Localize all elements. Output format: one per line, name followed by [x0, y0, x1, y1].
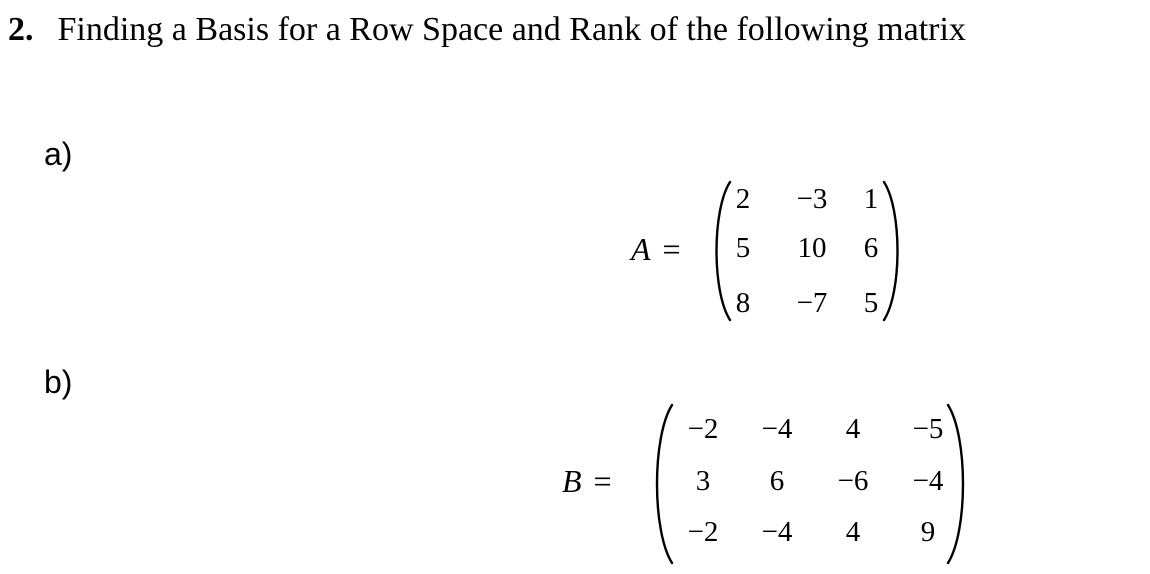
problem-title: Finding a Basis for a Row Space and Rank of the following matrix	[57, 11, 966, 48]
matrix-b-cell: −5	[912, 413, 944, 445]
matrix-a-cell: 6	[863, 232, 879, 264]
matrix-b-cell: 9	[920, 516, 936, 548]
matrix-a-cell: −7	[796, 287, 828, 319]
matrix-a-cell: 5	[863, 287, 879, 319]
matrix-b-equals-sign: =	[593, 463, 612, 499]
matrix-a-cell: 2	[735, 183, 751, 215]
matrix-b-cell: −6	[837, 465, 869, 497]
matrix-b-cell: 4	[845, 516, 861, 548]
part-b-label: b)	[44, 364, 73, 400]
matrix-b-cell: −4	[761, 516, 793, 548]
matrix-a-cell: 8	[735, 287, 751, 319]
problem-number: 2.	[8, 11, 34, 48]
matrix-b-cell: −4	[912, 465, 944, 497]
matrix-b-cell: −2	[687, 516, 719, 548]
matrix-b-cell: −2	[687, 413, 719, 445]
matrix-b-lhs	[562, 461, 612, 501]
matrix-b-cell: −4	[761, 413, 793, 445]
matrix-a-cell: 1	[863, 183, 879, 215]
matrix-a-equals-sign: =	[662, 231, 681, 267]
matrix-a-cell: 10	[797, 232, 827, 264]
matrix-b-cell: 4	[845, 413, 861, 445]
part-a-label: a)	[44, 136, 73, 172]
matrix-a-lhs	[631, 229, 681, 269]
matrix-a-cell: 5	[735, 232, 751, 264]
matrix-a-variable: A	[631, 231, 651, 267]
matrix-b-variable: B	[562, 463, 582, 499]
problem-heading	[8, 8, 966, 52]
matrix-b-cell: 3	[695, 465, 711, 497]
matrix-b-cell: 6	[769, 465, 785, 497]
matrix-a-cell: −3	[796, 183, 828, 215]
